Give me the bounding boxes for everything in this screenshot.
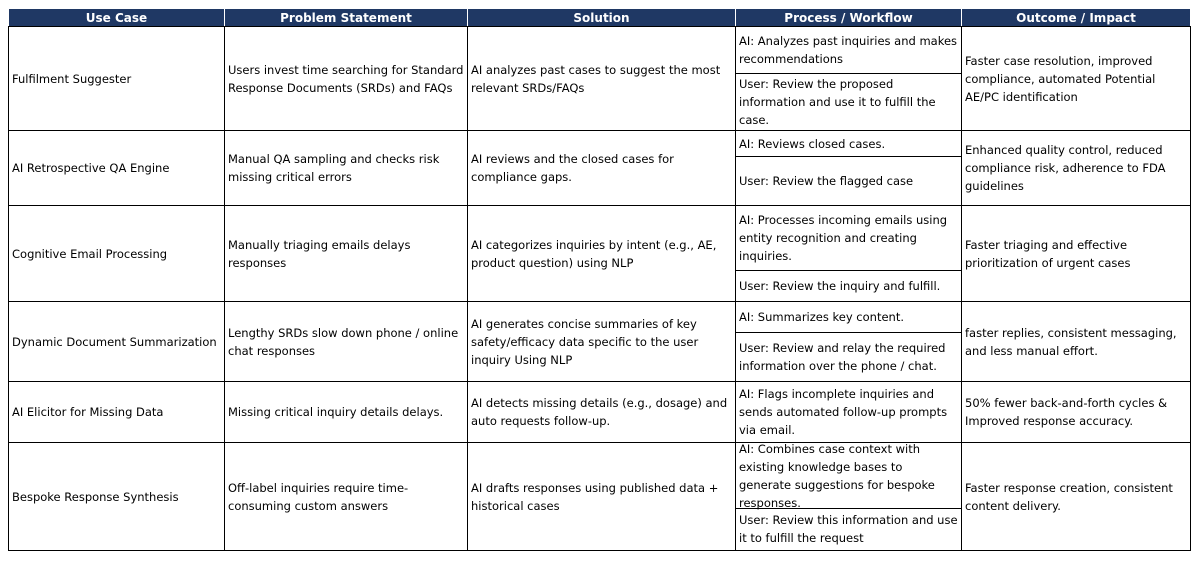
table-row xyxy=(9,302,1191,382)
table-row xyxy=(9,206,1191,302)
process-step-user: User: Review this information and use it to fulfill the request xyxy=(736,508,961,550)
process-cell xyxy=(736,27,962,131)
table-row xyxy=(9,131,1191,206)
process-cell xyxy=(736,382,962,443)
table-row xyxy=(9,443,1191,551)
process-step-ai: AI: Reviews closed cases. xyxy=(739,136,886,151)
process-step-user: User: Review the flagged case xyxy=(736,156,961,205)
solution-cell: AI categorizes inquiries by intent (e.g., AE, product question) using NLP xyxy=(468,206,736,302)
process-cell xyxy=(736,302,962,382)
outcome-cell: faster replies, consistent messaging, and less manual effort. xyxy=(962,302,1191,382)
header-problem-statement: Problem Statement xyxy=(225,9,468,27)
process-step-user: User: Review the proposed information and use it to fulfill the case. xyxy=(736,73,961,130)
outcome-cell: Enhanced quality control, reduced compliance risk, adherence to FDA guidelines xyxy=(962,131,1191,206)
process-step-user: User: Review and relay the required information over the phone / chat. xyxy=(736,332,961,381)
process-cell xyxy=(736,131,962,206)
outcome-cell: 50% fewer back-and-forth cycles & Improved response accuracy. xyxy=(962,382,1191,443)
problem-cell: Missing critical inquiry details delays. xyxy=(225,382,468,443)
process-step-user: User: Review the inquiry and fulfill. xyxy=(736,270,961,301)
header-row xyxy=(9,9,1191,27)
solution-cell: AI drafts responses using published data + historical cases xyxy=(468,443,736,551)
problem-cell: Off-label inquiries require time-consuming custom answers xyxy=(225,443,468,551)
use-case-cell: AI Retrospective QA Engine xyxy=(9,131,225,206)
problem-cell: Manually triaging emails delays responses xyxy=(225,206,468,302)
header-process-workflow: Process / Workflow xyxy=(736,9,962,27)
table-row xyxy=(9,27,1191,131)
process-step-ai: AI: Processes incoming emails using entity recognition and creating inquiries. xyxy=(739,213,948,263)
process-step-ai: AI: Combines case context with existing knowledge bases to generate suggestions for bespoke responses. xyxy=(739,441,935,510)
use-case-cell: Cognitive Email Processing xyxy=(9,206,225,302)
solution-cell: AI analyzes past cases to suggest the most relevant SRDs/FAQs xyxy=(468,27,736,131)
solution-cell: AI generates concise summaries of key safety/efficacy data specific to the user inquiry Using NLP xyxy=(468,302,736,382)
outcome-cell: Faster response creation, consistent content delivery. xyxy=(962,443,1191,551)
process-cell xyxy=(736,206,962,302)
header-use-case: Use Case xyxy=(9,9,225,27)
process-step-ai: AI: Flags incomplete inquiries and sends automated follow-up prompts via email. xyxy=(739,387,948,437)
use-case-cell: Bespoke Response Synthesis xyxy=(9,443,225,551)
use-case-cell: Dynamic Document Summarization xyxy=(9,302,225,382)
outcome-cell: Faster case resolution, improved compliance, automated Potential AE/PC identification xyxy=(962,27,1191,131)
problem-cell: Lengthy SRDs slow down phone / online chat responses xyxy=(225,302,468,382)
outcome-cell: Faster triaging and effective prioritization of urgent cases xyxy=(962,206,1191,302)
header-outcome-impact: Outcome / Impact xyxy=(962,9,1191,27)
use-case-table xyxy=(8,8,1191,551)
process-step-ai: AI: Summarizes key content. xyxy=(739,310,904,324)
use-case-cell: Fulfilment Suggester xyxy=(9,27,225,131)
problem-cell: Users invest time searching for Standard Response Documents (SRDs) and FAQs xyxy=(225,27,468,131)
use-case-cell: AI Elicitor for Missing Data xyxy=(9,382,225,443)
solution-cell: AI detects missing details (e.g., dosage) and auto requests follow-up. xyxy=(468,382,736,443)
problem-cell: Manual QA sampling and checks risk missing critical errors xyxy=(225,131,468,206)
header-solution: Solution xyxy=(468,9,736,27)
table-row xyxy=(9,382,1191,443)
solution-cell: AI reviews and the closed cases for compliance gaps. xyxy=(468,131,736,206)
process-cell xyxy=(736,443,962,551)
process-step-ai: AI: Analyzes past inquiries and makes recommendations xyxy=(739,34,958,66)
